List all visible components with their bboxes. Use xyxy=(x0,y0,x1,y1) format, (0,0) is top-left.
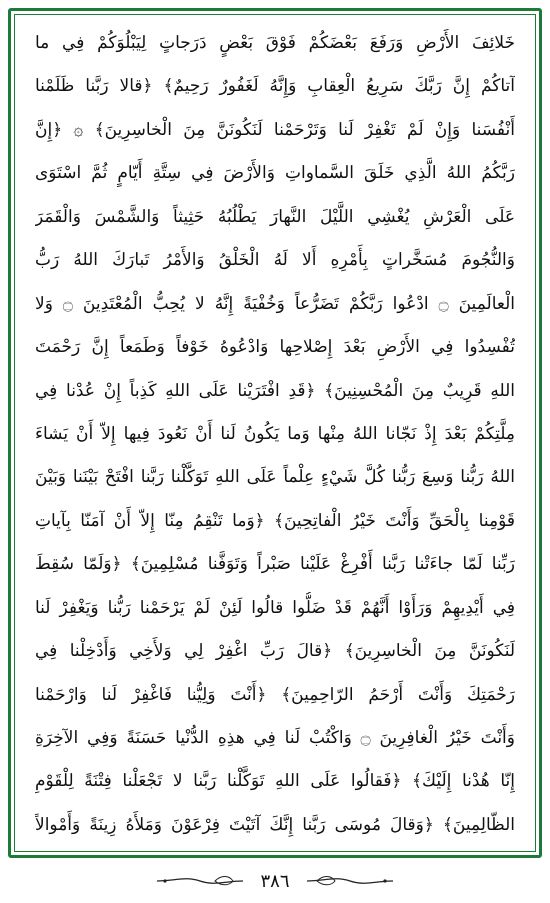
text-line: تُفْسِدُوا فِي الأَرْضِ بَعْدَ إِصْلاحِها وَادْعُوهُ خَوْفاً وَطَمَعاً إِنَّ رَحْمَتَ xyxy=(35,337,515,358)
page-number: ٣٨٦ xyxy=(260,870,290,892)
text-line: رَحْمَتِكَ وَأَنْتَ أَرْحَمُ الرّاحِمِينَ﴾ ﴿أَنْتَ وَلِيُّنا فَاغْفِرْ لَنا وَارْحَمْنا xyxy=(35,684,515,705)
text-line: خَلائِفَ الأَرْضِ وَرَفَعَ بَعْضَكُمْ فَوْقَ بَعْضٍ دَرَجاتٍ لِيَبْلُوَكُمْ فِي ما xyxy=(35,33,515,53)
text-line: قَوْمِنا بِالْحَقِّ وَأَنْتَ خَيْرُ الْفاتِحِينَ﴾ ﴿وَما تَنْقِمُ مِنّا إِلاّ أَنْ آمَنّا بِآياتِ xyxy=(35,510,515,531)
text-line: رَبَّكُمُ اللهُ الَّذِي خَلَقَ السَّماواتِ وَالأَرْضَ فِي سِتَّةِ أَيّامٍ ثُمَّ اسْتَوَى xyxy=(35,163,515,184)
text-line: وَالنُّجُومَ مُسَخَّراتٍ بِأَمْرِهِ أَلا لَهُ الْخَلْقُ وَالأَمْرُ تَبارَكَ اللهُ رَبُّ xyxy=(35,250,515,271)
page-footer xyxy=(0,868,550,894)
text-line: اللهِ قَرِيبٌ مِنَ الْمُحْسِنِينَ﴾ ﴿قَدِ افْتَرَيْنا عَلَى اللهِ كَذِباً إِنْ عُدْنا فِي xyxy=(35,380,515,401)
text-line: وَأَنْتَ خَيْرُ الْغافِرِينَ ۝ وَاكْتُبْ لَنا فِي هذِهِ الدُّنْيا حَسَنَةً وَفِي الآخِرَةِ xyxy=(35,728,515,748)
text-line: الظّالِمِينَ﴾ ﴿وَقالَ مُوسَى رَبَّنا إِنَّكَ آتَيْتَ فِرْعَوْنَ وَمَلأَهُ زِينَةً وَأَمْوالاً xyxy=(35,814,515,835)
page-frame xyxy=(8,8,542,858)
text-line: رَبِّنا لَمّا جاءَتْنا رَبَّنا أَفْرِغْ عَلَيْنا صَبْراً وَتَوَفَّنا مُسْلِمِينَ﴾ ﴿وَلَمّا سُقِطَ xyxy=(35,554,515,575)
left-ornament-icon xyxy=(155,874,245,888)
text-body xyxy=(35,27,515,841)
text-line: آتاكُمْ إِنَّ رَبَّكَ سَرِيعُ الْعِقابِ وَإِنَّهُ لَغَفُورٌ رَحِيمٌ﴾ ﴿قالا رَبَّنا ظَلَمْنا xyxy=(35,76,515,97)
text-line: مِلَّتِكُمْ بَعْدَ إِذْ نَجّانا اللهُ مِنْها وَما يَكُونُ لَنا أَنْ نَعُودَ فِيها إِلاّ أَنْ يَشاءَ xyxy=(35,423,515,444)
text-line: لَنَكُونَنَّ مِنَ الْخاسِرِينَ﴾ ﴿قالَ رَبِّ اغْفِرْ لِي وَلأَخِي وَأَدْخِلْنا فِي xyxy=(35,641,515,662)
text-line: عَلَى الْعَرْشِ يُغْشِي اللَّيْلَ النَّهارَ يَطْلُبُهُ حَثِيثاً وَالشَّمْسَ وَالْقَمَرَ xyxy=(35,206,515,227)
text-line: فِي أَيْدِيهِمْ وَرَأَوْا أَنَّهُمْ قَدْ ضَلُّوا قالُوا لَئِنْ لَمْ يَرْحَمْنا رَبُّنا وَيَغْفِرْ لَنا xyxy=(35,597,515,618)
text-line: إِنّا هُدْنا إِلَيْكَ﴾ ﴿فَقالُوا عَلَى اللهِ تَوَكَّلْنا رَبَّنا لا تَجْعَلْنا فِتْنَةً لِلْقَوْمِ xyxy=(35,771,515,792)
text-line: أَنْفُسَنا وَإِنْ لَمْ تَغْفِرْ لَنا وَتَرْحَمْنا لَنَكُونَنَّ مِنَ الْخاسِرِينَ﴾ ۞ ﴿إِنَّ xyxy=(35,119,515,140)
text-line: الْعالَمِينَ ۝ ادْعُوا رَبَّكُمْ تَضَرُّعاً وَخُفْيَةً إِنَّهُ لا يُحِبُّ الْمُعْتَدِينَ ۝ وَلا xyxy=(35,293,515,314)
text-line: اللهُ رَبُّنا وَسِعَ رَبُّنا كُلَّ شَيْءٍ عِلْماً عَلَى اللهِ تَوَكَّلْنا رَبَّنا افْتَحْ بَيْنَنا وَبَيْنَ xyxy=(35,467,515,488)
right-ornament-icon xyxy=(305,874,395,888)
